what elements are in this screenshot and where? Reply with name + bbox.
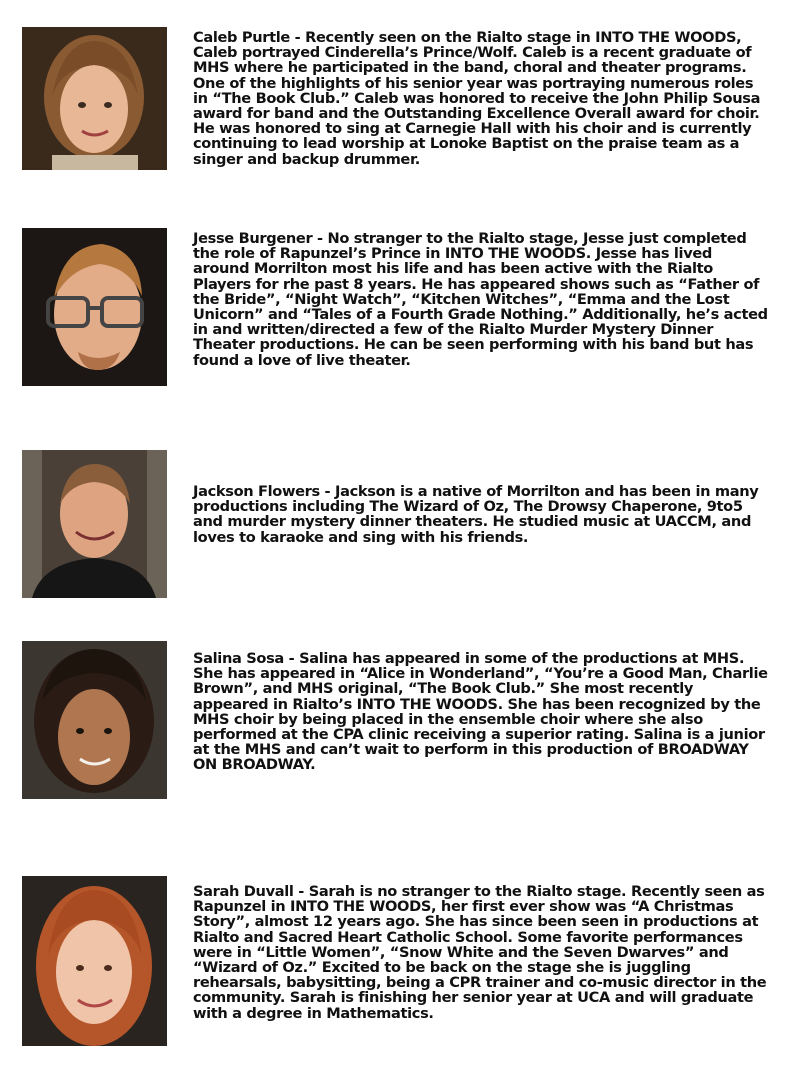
- bio-text-salina: Salina Sosa - Salina has appeared in some of the productions at MHS. She has appeared in “Alice in Wonderland”, “You’re a Good Man, Charlie Brown”, and MHS original, “The Book Club.” She most recently appeared in Rialto’s INTO THE WOODS. She has been recognized by the MHS choir by being placed in the ensemble choir where she also performed at the CPA clinic receiving a superior rating. Salina is a junior at the MHS and can’t wait to perform in this production of BROADWAY ON BROADWAY.: [193, 650, 768, 774]
- portrait-jesse-icon: [22, 228, 167, 386]
- portrait-jackson-icon: [22, 450, 167, 598]
- portrait-sarah-icon: [22, 876, 167, 1046]
- portrait-caleb-icon: [22, 27, 167, 170]
- portrait-caleb-photo: [22, 27, 167, 170]
- portrait-sarah-photo: [22, 876, 167, 1046]
- bio-text-jesse: Jesse Burgener - No stranger to the Rialto stage, Jesse just completed the role of Rapunzel’s Prince in INTO THE WOODS. Jesse has lived around Morrilton most his life and has been active with the Rialto Players for rhe past 8 years. He has appeared shows such as “Father of the Bride”, “Night Watch”, “Kitchen Witches”, “Emma and the Lost Unicorn” and “Tales of a Fourth Grade Nothing.” Additionally, he’s acted in and written/directed a few of the Rialto Murder Mystery Dinner Theater productions. He can be seen performing with his band but has found a love of live theater.: [193, 230, 768, 369]
- portrait-salina-photo: [22, 641, 167, 799]
- bio-text-caleb: Caleb Purtle - Recently seen on the Rialto stage in INTO THE WOODS, Caleb portrayed Cinderella’s Prince/Wolf. Caleb is a recent graduate of MHS where he participated in the band, choral and theater programs. One of the highlights of his senior year was portraying numerous roles in “The Book Club.” Caleb was honored to receive the John Philip Sousa award for band and the Outstanding Excellence Overall award for choir. He was honored to sing at Carnegie Hall with his choir and is currently continuing to lead worship at Lonoke Baptist on the praise team as a singer and backup drummer.: [193, 29, 761, 168]
- portrait-jackson-photo: [22, 450, 167, 598]
- bio-text-sarah: Sarah Duvall - Sarah is no stranger to the Rialto stage. Recently seen as Rapunzel in INTO THE WOODS, her first ever show was “A Christmas Story”, almost 12 years ago. She has since been seen in productions at Rialto and Sacred Heart Catholic School. Some favorite performances were in “Little Women”, “Snow White and the Seven Dwarves” and “Wizard of Oz.” Excited to be back on the stage she is juggling rehearsals, babysitting, being a CPR trainer and co-music director in the community. Sarah is finishing her senior year at UCA and will graduate with a degree in Mathematics.: [193, 883, 767, 1022]
- bio-text-jackson: Jackson Flowers - Jackson is a native of Morrilton and has been in many productions including The Wizard of Oz, The Drowsy Chaperone, 9to5 and murder mystery dinner theaters. He studied music at UACCM, and loves to karaoke and sing with his friends.: [193, 483, 759, 546]
- portrait-jesse-photo: [22, 228, 167, 386]
- portrait-salina-icon: [22, 641, 167, 799]
